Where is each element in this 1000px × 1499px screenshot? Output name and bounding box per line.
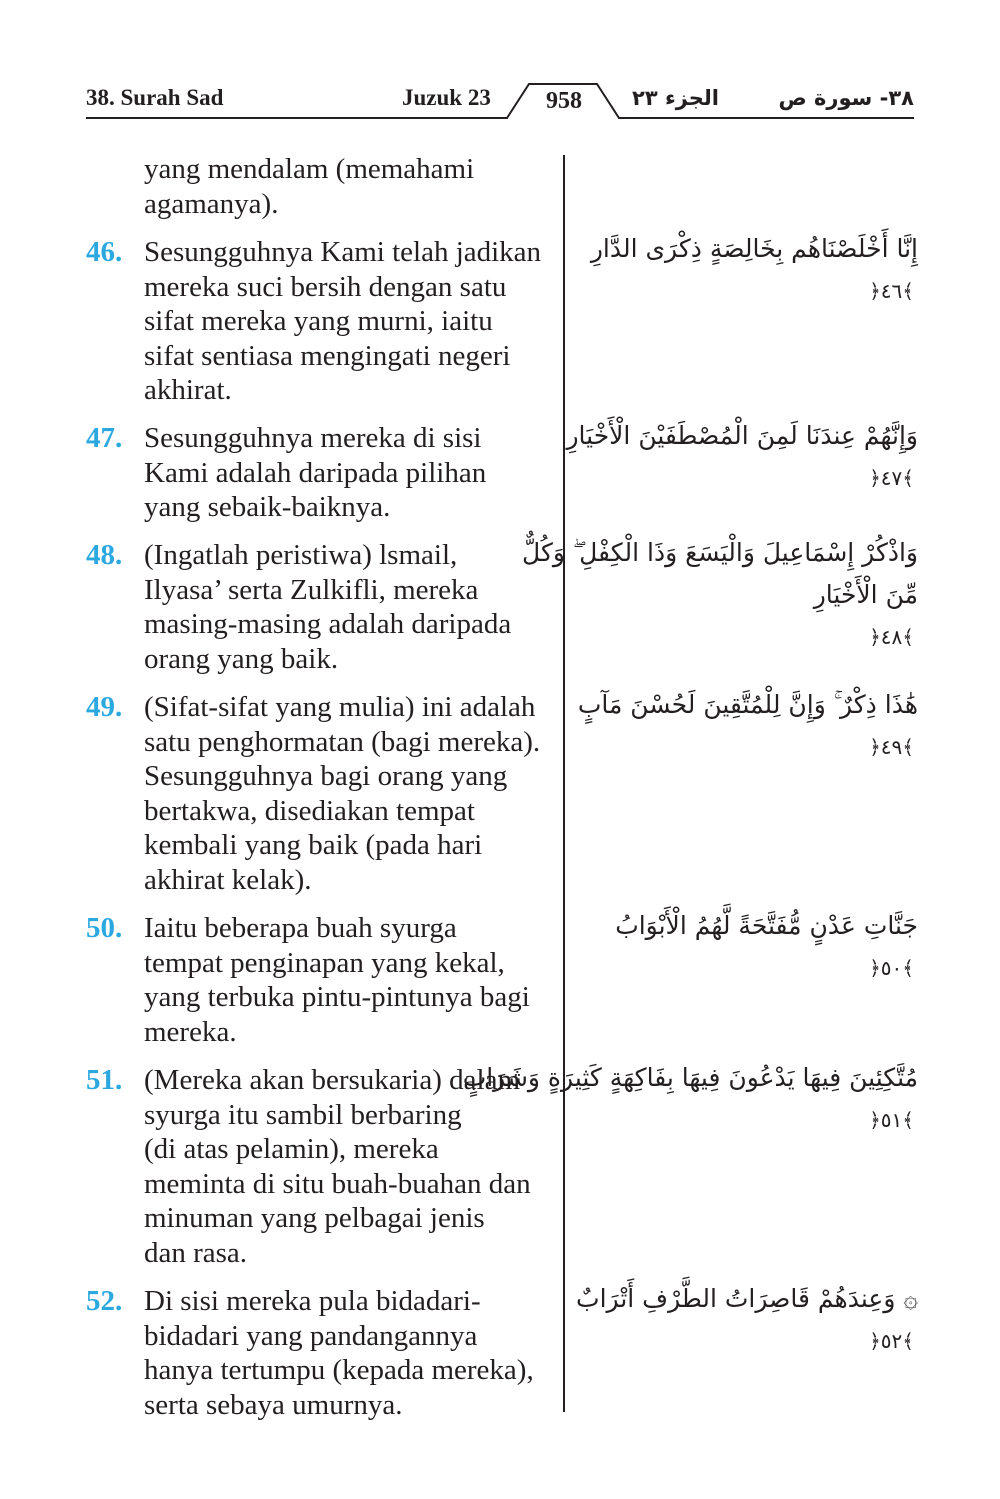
page-number: 958 bbox=[546, 88, 582, 114]
header-juzuk-arabic: الجزء ٢٣ bbox=[632, 86, 719, 110]
verse-number: 46. bbox=[86, 236, 123, 268]
translation-line: bertakwa, disediakan tempat bbox=[144, 794, 475, 827]
translation-line: hanya tertumpu (kepada mereka), bbox=[144, 1354, 534, 1386]
verse-52-translation bbox=[86, 1284, 561, 1422]
verse-50-arabic bbox=[578, 905, 918, 989]
verse-number: 50. bbox=[86, 912, 123, 944]
verse-number: 49. bbox=[86, 691, 123, 723]
translation-line: syurga itu sambil berbaring bbox=[144, 1098, 462, 1131]
arabic-line: وَإِنَّهُمْ عِندَنَا لَمِنَ الْمُصْطَفَيْنَ الْأَخْيَارِ bbox=[566, 421, 918, 450]
translation-line: sifat sentiasa mengingati negeri bbox=[144, 339, 511, 372]
ayah-marker: ﴿٤٨﴾ bbox=[869, 625, 914, 649]
translation-line: satu penghormatan (bagi mereka). bbox=[144, 725, 541, 758]
translation-line: yang terbuka pintu-pintunya bagi bbox=[144, 981, 530, 1013]
translation-line: (Ingatlah peristiwa) lsmail, bbox=[144, 539, 458, 571]
verse-48-arabic bbox=[522, 532, 918, 658]
verse-47-translation bbox=[86, 421, 561, 525]
translation-line: kembali yang baik (pada hari bbox=[144, 829, 483, 861]
arabic-line: هَٰذَا ذِكْرٌ ۚ وَإِنَّ لِلْمُتَّقِينَ لَحُسْنَ مَآبٍ bbox=[577, 690, 918, 719]
translation-line: (Mereka akan bersukaria) dalam bbox=[144, 1064, 520, 1096]
translation-line: Sesungguhnya bagi orang yang bbox=[144, 760, 508, 792]
verse-50-translation bbox=[86, 911, 561, 1049]
translation-line: Kami adalah daripada pilihan bbox=[144, 456, 487, 489]
header-juzuk-latin: Juzuk 23 bbox=[402, 85, 491, 110]
verse-52-arabic bbox=[578, 1278, 918, 1362]
verse-number: 47. bbox=[86, 422, 123, 454]
header-surah-latin: 38. Surah Sad bbox=[86, 85, 224, 110]
continuation-line: agamanya). bbox=[144, 187, 279, 220]
ayah-marker: ﴿٤٩﴾ bbox=[869, 735, 914, 759]
translation-line: akhirat. bbox=[144, 374, 232, 406]
arabic-line: مُتَّكِئِينَ فِيهَا يَدْعُونَ فِيهَا بِفَاكِهَةٍ كَثِيرَةٍ وَشَرَابٍ bbox=[462, 1063, 918, 1092]
arabic-line: مِّنَ الْأَخْيَارِ bbox=[813, 580, 918, 609]
translation-line: dan rasa. bbox=[144, 1236, 248, 1269]
verse-number: 52. bbox=[86, 1285, 123, 1317]
verse-46-arabic bbox=[578, 228, 918, 312]
verse-47-arabic bbox=[566, 415, 918, 499]
translation-line: mereka. bbox=[144, 1015, 237, 1048]
header-surah-arabic: ٣٨- سورة ص bbox=[778, 86, 914, 110]
column-divider bbox=[563, 155, 565, 1412]
translation-line: Ilyasa’ serta Zulkifli, mereka bbox=[144, 573, 479, 606]
translation-line: masing-masing adalah daripada bbox=[144, 608, 512, 640]
arabic-line: وَاذْكُرْ إِسْمَاعِيلَ وَالْيَسَعَ وَذَا الْكِفْلِ ۖ وَكُلٌّ bbox=[522, 538, 918, 567]
verse-49-arabic bbox=[578, 684, 918, 768]
translation-line: (di atas pelamin), mereka bbox=[144, 1133, 439, 1165]
translation-line: serta sebaya umurnya. bbox=[144, 1388, 403, 1421]
translation-line: Di sisi mereka pula bidadari- bbox=[144, 1285, 481, 1317]
translation-line: Sesungguhnya Kami telah jadikan bbox=[144, 236, 542, 268]
translation-line: bidadari yang pandangannya bbox=[144, 1319, 478, 1352]
translation-line: akhirat kelak). bbox=[144, 863, 312, 896]
translation-line: Iaitu beberapa buah syurga bbox=[144, 912, 457, 944]
arabic-line: إِنَّا أَخْلَصْنَاهُم بِخَالِصَةٍ ذِكْرَى الدَّارِ bbox=[590, 234, 918, 263]
verse-48-translation bbox=[86, 538, 561, 676]
translation-line: meminta di situ buah-buahan dan bbox=[144, 1167, 531, 1200]
arabic-line: جَنَّاتِ عَدْنٍ مُّفَتَّحَةً لَّهُمُ الْأَبْوَابُ bbox=[615, 911, 918, 940]
translation-line: minuman yang pelbagai jenis bbox=[144, 1202, 485, 1234]
ayah-marker: ﴿٤٧﴾ bbox=[869, 466, 914, 490]
translation-line: (Sifat-sifat yang mulia) ini adalah bbox=[144, 691, 536, 723]
translation-line: yang sebaik-baiknya. bbox=[144, 491, 391, 523]
verse-46-translation bbox=[86, 235, 561, 408]
verse-number: 48. bbox=[86, 539, 123, 571]
verse-number: 51. bbox=[86, 1064, 123, 1096]
arabic-line: ۞ وَعِندَهُمْ قَاصِرَاتُ الطَّرْفِ أَتْرَابٌ bbox=[576, 1284, 918, 1313]
ayah-marker: ﴿٥٢﴾ bbox=[869, 1329, 914, 1353]
header-rule bbox=[0, 0, 1000, 140]
translation-line: orang yang baik. bbox=[144, 642, 339, 675]
verse-51-arabic bbox=[462, 1057, 918, 1141]
translation-line: Sesungguhnya mereka di sisi bbox=[144, 422, 482, 454]
translation-line: mereka suci bersih dengan satu bbox=[144, 270, 507, 303]
continuation-line: yang mendalam (memahami bbox=[144, 153, 475, 185]
ayah-marker: ﴿٥١﴾ bbox=[869, 1108, 914, 1132]
verse-49-translation bbox=[86, 690, 561, 897]
ayah-marker: ﴿٤٦﴾ bbox=[869, 279, 914, 303]
translation-line: tempat penginapan yang kekal, bbox=[144, 946, 505, 979]
translation-line: sifat mereka yang murni, iaitu bbox=[144, 305, 493, 337]
continuation-text bbox=[86, 152, 561, 221]
ayah-marker: ﴿٥٠﴾ bbox=[869, 956, 914, 980]
